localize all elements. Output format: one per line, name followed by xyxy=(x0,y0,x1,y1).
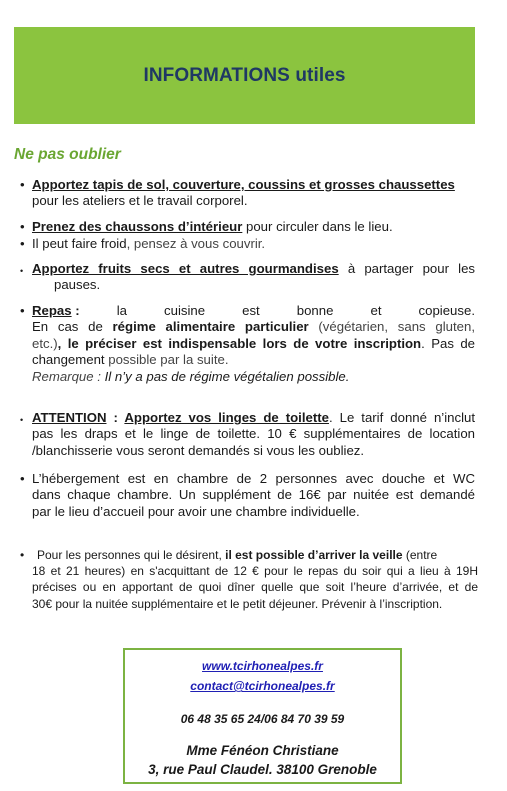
list-item: • Il peut faire froid, pensez à vous couvrir. xyxy=(20,236,266,251)
list-item: • Pour les personnes qui le désirent, il est possible d’arriver la veille (entre 18 et 21 heures) en s'acquittant de 12 € pour le repas du soir qui a lieu à 19H précises ou en apportant de quoi dîner quelle que soit l’heure d’arrivée, et de 30€ pour la nuitée supplémentaire et le petit déjeuner. Prévenir à l’inscription. xyxy=(20,548,478,611)
bullet-icon: • xyxy=(20,266,24,276)
section-title: Ne pas oublier xyxy=(14,146,121,163)
bullet-icon: • xyxy=(20,219,25,234)
header-banner xyxy=(14,27,475,124)
list-item: • ATTENTION : Apportez vos linges de toilette. Le tarif donné n’inclut pas les draps et le linge de toilette. 10 € supplémentaires de location /blanchisserie vous seront demandés si vous les oubliez. xyxy=(20,410,475,458)
email-link[interactable]: contact@tcirhonealpes.fr xyxy=(190,679,335,693)
bullet-icon: • xyxy=(20,303,25,318)
contact-name: Mme Fénéon Christiane xyxy=(186,743,339,758)
contact-address: 3, rue Paul Claudel. 38100 Grenoble xyxy=(148,762,377,777)
bullet-icon: • xyxy=(20,236,25,251)
page-title: INFORMATIONS utiles xyxy=(143,64,346,86)
bullet-icon: • xyxy=(20,415,24,425)
website-link[interactable]: www.tcirhonealpes.fr xyxy=(202,659,323,673)
list-item: • Apportez fruits secs et autres gourmandises à partager pour les pauses. xyxy=(20,261,475,293)
item-text: Apportez tapis de sol, couverture, coussins et grosses chaussettes pour les ateliers et le travail corporel. xyxy=(32,177,455,209)
list-item: • Repas : la cuisine est bonne et copieuse. En cas de régime alimentaire particulier (végétarien, sans gluten, etc.), le préciser est indispensable lors de votre inscription. Pas de changement possible par la suite. Remarque : Il n’y a pas de régime végétalien possible. xyxy=(20,303,475,384)
bullet-icon: • xyxy=(20,471,25,486)
list-item: • Prenez des chaussons d’intérieur pour circuler dans le lieu. xyxy=(20,219,393,234)
list-item xyxy=(20,177,475,210)
phone-numbers: 06 48 35 65 24/06 84 70 39 59 xyxy=(180,712,345,726)
bullet-icon: • xyxy=(20,548,25,562)
contact-box xyxy=(123,648,402,784)
bullet-icon: • xyxy=(20,177,25,192)
list-item: • L’hébergement est en chambre de 2 personnes avec douche et WC dans chaque chambre. Un supplément de 16€ par nuitée est demandé par le lieu d’accueil pour avoir une chambre individuelle. xyxy=(20,471,475,519)
